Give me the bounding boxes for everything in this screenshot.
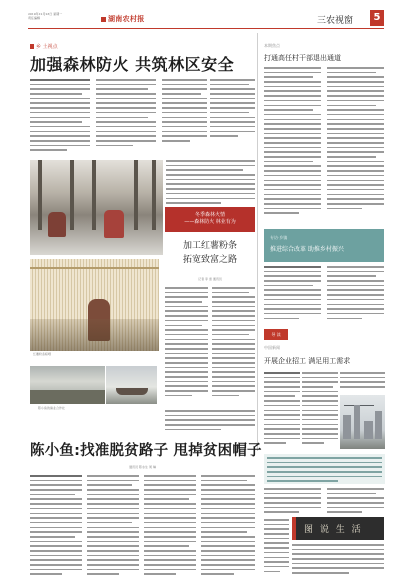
fire-prevention-banner — [165, 207, 255, 232]
poverty-body-col-4 — [201, 475, 255, 579]
footer-stripe — [292, 517, 296, 540]
poverty-body-col-2 — [87, 475, 139, 579]
fishing-boat-photo — [106, 366, 157, 404]
interview-kicker: 专访·乡镇 — [270, 235, 288, 240]
story3-body-col-2 — [302, 372, 338, 450]
interview-box — [264, 229, 384, 262]
feature-title-line-1: 加工红薯粉条 — [182, 241, 237, 251]
story3-body-col-1 — [264, 372, 300, 450]
column-divider — [257, 33, 258, 451]
masthead-rule — [28, 28, 384, 29]
paper-name: 湖南农村报 — [108, 14, 145, 23]
right-bottom-body-col-3 — [264, 519, 289, 577]
poverty-byline: 通讯员 陈永生 周 琳 — [129, 465, 156, 469]
forest-patrol-photo — [30, 160, 163, 255]
right-bottom-body-col-1 — [264, 488, 321, 514]
feature-body-col-1 — [165, 287, 208, 405]
banner-line-2: ——森林防火 林业有为 — [184, 219, 236, 225]
story3-title: 开展企业招工 满足用工需求 — [264, 357, 351, 365]
lead-body-col-2 — [96, 79, 156, 155]
poverty-body-col-1 — [30, 475, 82, 579]
fire-story-body — [166, 160, 255, 204]
interview-title: 推进综合改革 助推乡村振兴 — [270, 246, 344, 253]
lead-body-col-1 — [30, 79, 90, 155]
lead-headline: 加强森林防火 共筑林区安全 — [30, 55, 235, 74]
banner-line-1: 冬季森林火情 — [194, 212, 225, 218]
noodle-photo-caption: 红薯粉条晾晒 — [33, 352, 52, 356]
highlight-paragraph — [264, 454, 385, 484]
footer-banner-text: 图 说 生 活 — [304, 525, 363, 535]
footer-banner — [292, 517, 384, 540]
date-line: 2019年12月23日 星期一 — [28, 12, 63, 16]
poverty-headline: 陈小鱼:找准脱贫路子 甩掉贫困帽子 — [30, 443, 262, 459]
story3-kicker: 中国新闻 — [264, 345, 280, 350]
interview-body-col-1 — [264, 266, 321, 324]
interview-body-col-2 — [327, 266, 384, 324]
story1-body-col-2 — [327, 67, 384, 222]
lead-body-col-3 — [162, 79, 207, 149]
feature-body-col-2 — [212, 287, 255, 405]
river-photo-caption: 陈小鱼的渔业合作社 — [38, 406, 66, 410]
story1-title: 打通高任村干部退出通道 — [264, 54, 341, 62]
construction-site-photo — [340, 395, 385, 449]
lead-kicker-label: 乡 土视点 — [36, 44, 58, 50]
masthead — [0, 0, 402, 30]
river-fishing-photo — [30, 366, 105, 404]
story3-body-col-3 — [340, 372, 385, 392]
story1-body-col-1 — [264, 67, 321, 222]
editor-line: 责任编辑 — [28, 16, 41, 20]
story1-kicker: 本期焦点 — [264, 43, 280, 48]
kicker-bar-icon — [30, 44, 34, 49]
sweet-potato-noodle-photo — [30, 259, 159, 351]
footer-body — [292, 544, 384, 579]
page-number: 5 — [370, 10, 384, 26]
right-bottom-body-col-2 — [327, 488, 384, 514]
guide-badge: 导 读 — [264, 329, 288, 340]
section-title: 三农视窗 — [317, 16, 354, 26]
poverty-body-col-3 — [144, 475, 196, 579]
paper-logo — [101, 14, 145, 24]
lead-kicker — [30, 43, 58, 50]
poverty-story-intro — [165, 410, 255, 432]
lead-body-col-4 — [210, 79, 255, 149]
feature-title-line-2: 拓宽致富之路 — [182, 255, 237, 265]
issue-date — [28, 12, 62, 20]
feature-byline: 记者 李 雷 通讯员 — [198, 277, 222, 281]
feature-title — [165, 239, 255, 267]
logo-square-icon — [101, 17, 106, 22]
